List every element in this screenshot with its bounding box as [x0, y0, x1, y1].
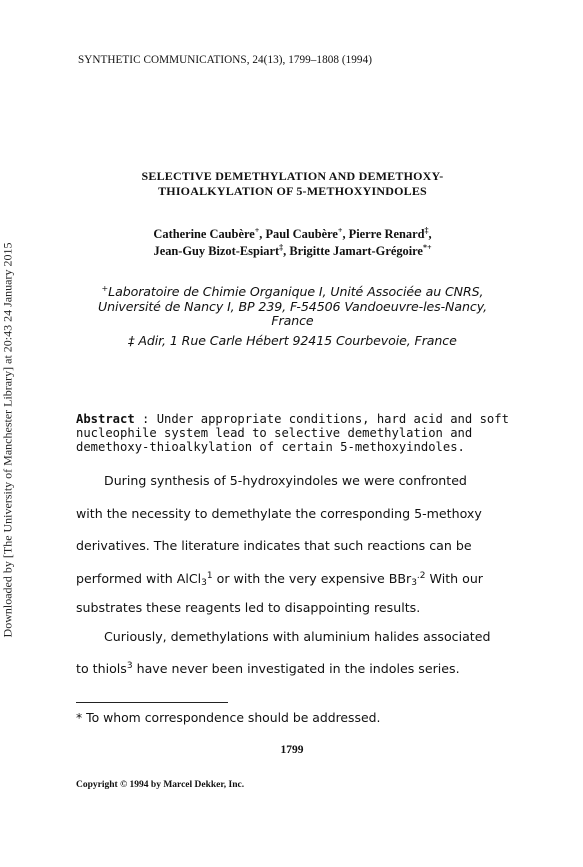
abstract-line-2: nucleophile system lead to selective demethylation and [76, 426, 473, 440]
subscript: 3 [411, 578, 417, 588]
affiliation-text: Adir, 1 Rue Carle Hébert 92415 Courbevoie, France [138, 333, 457, 348]
author-line-2: Jean-Guy Bizot-Espiart‡, Brigitte Jamart-Grégoire*+ [153, 243, 432, 258]
author-name: Catherine Caubère [153, 227, 255, 241]
author-line-1: Catherine Caubère+, Paul Caubère+, Pierre Renard‡, [153, 226, 432, 241]
affiliation-marker: ‡ [128, 333, 135, 348]
abstract-label: Abstract [76, 412, 135, 426]
author-name: Pierre Renard [348, 227, 425, 241]
abstract-line-1 [76, 412, 510, 427]
body-line-5: substrates these reagents led to disappointing results. [76, 600, 421, 615]
author-name: Brigitte Jamart-Grégoire [289, 244, 423, 258]
body-line-2: with the necessity to demethylate the corresponding 5-methoxy [76, 506, 482, 521]
affiliation-line-2: Université de Nancy I, BP 239, F-54506 Vandoeuvre-les-Nancy, [98, 299, 487, 314]
body-line-6: Curiously, demethylations with aluminium halides associated [104, 629, 491, 644]
author-marker: ‡ [279, 243, 284, 252]
author-marker: *+ [422, 243, 432, 252]
footnote-divider [76, 702, 228, 703]
body-text: or with the very expensive BBr [212, 571, 412, 586]
correspondence-footnote: * To whom correspondence should be addressed. [76, 710, 381, 725]
body-line-4 [76, 571, 510, 586]
body-text: performed with AlCl [76, 571, 202, 586]
abstract-text: : Under appropriate conditions, hard acid and soft [134, 412, 509, 426]
article-title-line-2: THIOALKYLATION OF 5-METHOXYINDOLES [158, 184, 427, 198]
body-line-7 [76, 661, 510, 676]
article-title-line-1: SELECTIVE DEMETHYLATION AND DEMETHOXY- [141, 169, 444, 183]
author-marker: + [254, 226, 260, 235]
affiliation-line-1 [60, 284, 525, 299]
body-text: With our [425, 571, 483, 586]
author-marker: ‡ [424, 226, 429, 235]
affiliation-line-4 [60, 333, 525, 348]
author-name: Jean-Guy Bizot-Espiart [153, 244, 280, 258]
body-text: have never been investigated in the indoles series. [132, 661, 460, 676]
reference-marker: 1 [206, 571, 213, 581]
affiliation-marker: + [101, 284, 109, 293]
body-line-3: derivatives. The literature indicates that such reactions can be [76, 538, 472, 553]
reference-marker: 3 [126, 661, 133, 671]
download-watermark [2, 215, 14, 665]
body-line-1: During synthesis of 5-hydroxyindoles we were confronted [104, 473, 467, 488]
journal-header: SYNTHETIC COMMUNICATIONS, 24(13), 1799–1808 (1994) [78, 54, 372, 66]
copyright-notice: Copyright © 1994 by Marcel Dekker, Inc. [76, 780, 245, 790]
affiliation-text: Laboratoire de Chimie Organique I, Unité Associée au CNRS, [108, 284, 484, 299]
download-watermark-text: Downloaded by [The University of Manchester Library] at 20:43 24 January 2015 [0, 242, 15, 638]
author-marker: + [337, 226, 343, 235]
page-number: 1799 [280, 744, 304, 756]
subscript: 3 [201, 578, 207, 588]
body-text: to thiols [76, 661, 127, 676]
abstract-line-3: demethoxy-thioalkylation of certain 5-methoxyindoles. [76, 440, 465, 454]
affiliation-line-3: France [271, 313, 314, 328]
reference-marker: .2 [416, 571, 426, 581]
author-name: Paul Caubère [265, 227, 338, 241]
